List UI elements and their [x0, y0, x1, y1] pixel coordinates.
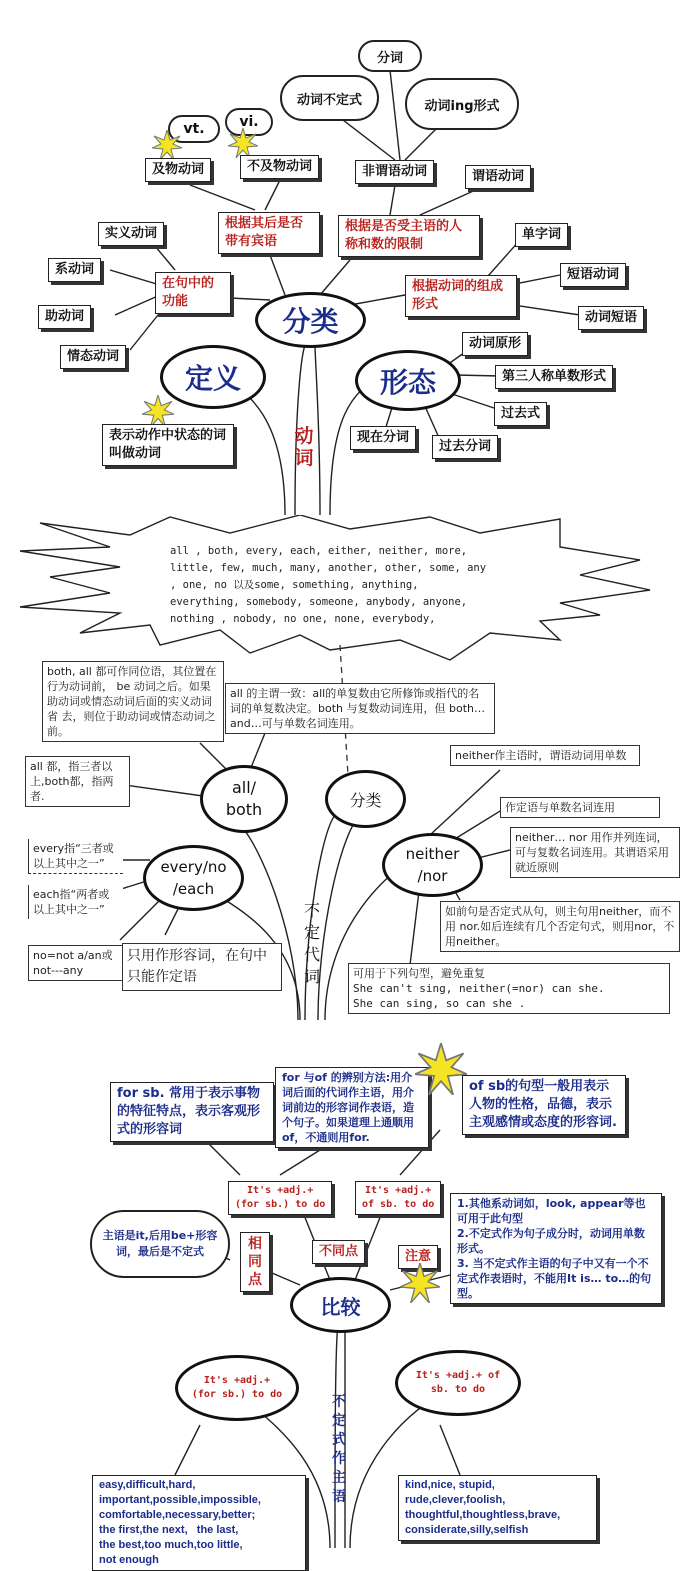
- box-by-composition: 根据动词的组成形式: [405, 275, 517, 317]
- box-present-participle: 现在分词: [350, 426, 416, 450]
- box-transitive: 及物动词: [145, 158, 211, 182]
- pronoun-line: nothing , nobody, no one, none, everybody,: [170, 613, 436, 625]
- cloud-infinitive: 动词不定式: [280, 75, 379, 121]
- box-phrasal-verb: 短语动词: [560, 263, 626, 287]
- pattern-intro: 可用于下列句型，避免重复: [353, 967, 485, 980]
- note-appositive: both, all 都可作同位语，其位置在行为动词前， be 动词之后。如果助动词或情态动词后面的实义动词省 去，则位于助动词或情态动词之前。: [42, 661, 224, 742]
- box-auxiliary: 助动词: [38, 305, 91, 329]
- pronoun-list: [170, 543, 486, 628]
- note-all-both: all 都，指三者以上,both都，指两者.: [25, 756, 130, 807]
- note-each: each指“两者或以上其中之一”: [28, 885, 123, 919]
- note-neither-nor: neither… nor 用作并列连词，可与复数名词连用。其谓语采用就近原则: [510, 827, 680, 878]
- pattern-example-1: She can't sing, neither(=nor) can she.: [353, 982, 605, 995]
- note-negative: 如前句是否定式从句，则主句用neither，而不用 nor.如后连续有几个否定句式，则用nor，不用neither。: [440, 901, 680, 952]
- note-adjective-only: 只用作形容词，在句中只能作定语: [122, 943, 282, 991]
- box-of-sb: of sb的句型一般用表示人物的性格，品德，表示主观感情或态度的形容词.: [462, 1075, 626, 1135]
- note-agreement: all 的主谓一致：all的单复数由它所修饰或指代的名词的单复数决定。both 与复数动词连用，但 both… and…可与单数名词连用。: [225, 683, 495, 734]
- note-attributive: 作定语与单数名词连用: [500, 797, 660, 818]
- pronoun-line: , one, no 以及some, something, anything,: [170, 579, 419, 591]
- note-neither-subject: neither作主语时，谓语动词用单数: [450, 745, 640, 766]
- cloud-subject: 主语是it,后用be+形容词，最后是不定式: [90, 1210, 230, 1278]
- starburst-icon: [142, 395, 174, 427]
- box-nonfinite: 非谓语动词: [355, 160, 434, 184]
- box-for-of: for 与of 的辨别方法:用介词后面的代词作主语，用介词前边的形容词作表语，造个句子。如果道理上通顺用of，不通则用for.: [275, 1067, 429, 1148]
- trunk-label-infinitive: 不定式作主语: [332, 1394, 346, 1505]
- pattern-example-2: She can sing, so can she .: [353, 997, 526, 1010]
- trunk-label-verb: 动词: [294, 425, 314, 469]
- box-single: 单字词: [515, 223, 568, 247]
- node-every-no-each: every/no /each: [143, 845, 244, 911]
- pronoun-tree-panel: [0, 515, 690, 1020]
- cloud-participle: 分词: [358, 40, 422, 72]
- cloud-vt: vt.: [168, 115, 220, 143]
- box-base: 动词原形: [462, 332, 528, 356]
- note-no: no=not a/an或not---any: [28, 945, 124, 981]
- cloud-ing: 动词ing形式: [405, 78, 519, 130]
- box-notional: 实义动词: [98, 222, 164, 246]
- node-definition: 定义: [160, 345, 266, 409]
- box-note: 注意: [398, 1245, 438, 1269]
- pattern-of-sb: It's +adj.+ of sb. to do: [355, 1181, 441, 1215]
- starburst-icon: [228, 128, 258, 158]
- node-all-both: all/ both: [200, 765, 288, 833]
- box-finite: 谓语动词: [465, 165, 531, 189]
- note-pattern: [348, 963, 670, 1014]
- box-third-person: 第三人称单数形式: [495, 365, 613, 389]
- pronoun-line: little, few, much, many, another, other, some, any: [170, 562, 487, 574]
- box-difference: 不同点: [312, 1240, 365, 1264]
- box-modal: 情态动词: [60, 345, 126, 369]
- box-linking: 系动词: [48, 258, 101, 282]
- node-classification: 分类: [255, 292, 366, 348]
- pattern-for-sb: It's +adj.+ (for sb.) to do: [228, 1181, 332, 1215]
- box-by-person: 根据是否受主语的人称和数的限制: [338, 215, 480, 257]
- pronoun-line: all , both, every, each, either, neither, more,: [170, 545, 468, 557]
- box-definition: 表示动作中状态的词叫做动词: [102, 424, 234, 466]
- box-by-object: 根据其后是否带有宾语: [218, 212, 320, 254]
- box-verb-phrase: 动词短语: [578, 306, 644, 330]
- node-form: 形态: [355, 350, 461, 411]
- verb-tree-panel: [0, 0, 690, 515]
- box-similarity: 相同点: [240, 1232, 270, 1292]
- node-of-pattern: It's +adj.+ of sb. to do: [395, 1350, 521, 1416]
- comparison-tree-panel: [0, 1035, 690, 1566]
- node-classification-2: 分类: [325, 770, 406, 828]
- starburst-icon: [415, 1043, 467, 1095]
- box-for-sb: for sb. 常用于表示事物的特征特点，表示客观形式的形容词: [110, 1082, 274, 1142]
- box-rules: 1.其他系动词如，look, appear等也可用于此句型 2.不定式作为句子成分时，动词用单数形式。 3. 当不定式作主语的句子中又有一个不定式作表语时，不能用It is… to…的句型。: [450, 1193, 662, 1304]
- box-past-participle: 过去分词: [432, 435, 498, 459]
- box-of-adjectives: kind,nice, stupid, rude,clever,foolish, thoughtful,thoughtless,brave, considerate,silly,selfish: [398, 1475, 597, 1541]
- node-comparison: 比较: [290, 1277, 391, 1333]
- box-intransitive: 不及物动词: [240, 155, 319, 179]
- box-past: 过去式: [494, 402, 547, 426]
- trunk-label-pronoun: 不定代词: [303, 901, 320, 986]
- cloud-vi: vi.: [225, 108, 273, 136]
- starburst-icon: [152, 130, 182, 160]
- node-for-pattern: It's +adj.+ (for sb.) to do: [175, 1355, 299, 1421]
- box-by-function: 在句中的功能: [155, 272, 231, 314]
- pronoun-line: everything, somebody, someone, anybody, anyone,: [170, 596, 468, 608]
- starburst-icon: [400, 1263, 440, 1303]
- note-every: every指“三者或以上其中之一”: [28, 839, 123, 874]
- box-for-adjectives: easy,difficult,hard, important,possible,impossible, comfortable,necessary,better; the first,the next, the last, the best,too much,too little, not enough: [92, 1475, 306, 1571]
- node-neither-nor: neither /nor: [382, 833, 483, 897]
